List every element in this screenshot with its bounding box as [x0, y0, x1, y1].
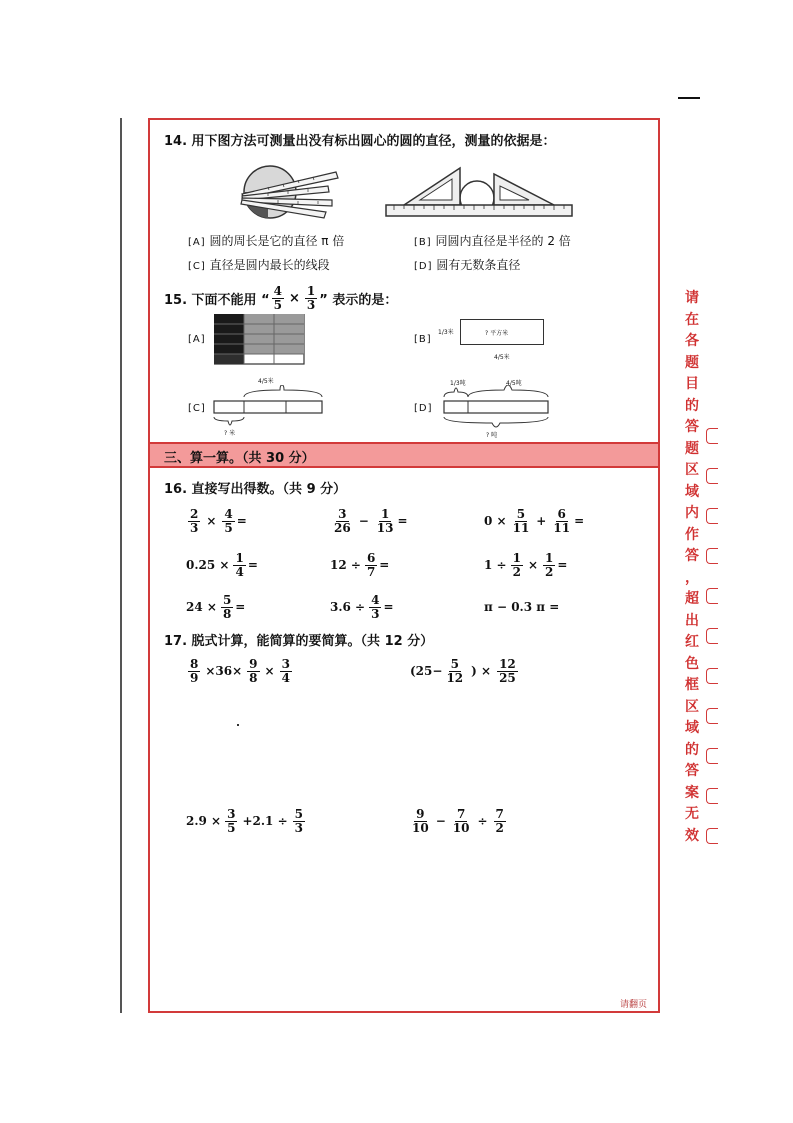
q16-2-op: − — [358, 514, 369, 529]
q16-5-b-num: 6 — [366, 551, 376, 565]
side-note-char: 各 — [685, 333, 699, 349]
q16-3-eq: = — [574, 514, 585, 529]
q15-option-b-side-label: 1/3米 — [438, 329, 454, 336]
q16-3-b-den: 11 — [553, 520, 571, 535]
q15-frac2 — [305, 285, 317, 311]
side-note-char: 超 — [685, 591, 699, 607]
q17-4-f2-num: 7 — [456, 807, 466, 821]
q15-option-d-key[interactable]: [D] — [414, 403, 433, 414]
q17-4-f2 — [451, 808, 472, 834]
side-answer-zone-note — [681, 288, 703, 847]
q16-3-b — [551, 508, 572, 534]
q14-option-d[interactable] — [414, 256, 520, 273]
q14-title: 14. 用下图方法可测量出没有标出圆心的圆的直径，测量的依据是： — [164, 134, 556, 149]
side-note-char: 域 — [685, 720, 699, 736]
q14-option-d-key: [D] — [414, 261, 433, 272]
q16-2-b — [375, 508, 396, 534]
q17-2-post: ) × — [471, 664, 492, 679]
q17-4-f1-num: 9 — [416, 807, 425, 821]
q17-3-pre: 2.9 × — [186, 814, 222, 829]
q16-6-b-num: 1 — [545, 551, 554, 565]
q16-item-8 — [330, 594, 394, 620]
q15-option-c-top-label: 4/5米 — [258, 378, 274, 385]
q17-2-pre: (25− — [410, 664, 443, 679]
q17-1-f3 — [280, 658, 292, 684]
q16-7-b-num: 5 — [222, 593, 232, 607]
q17-1-f1-num: 8 — [190, 657, 199, 671]
footer-turn-page: 请翻页 — [620, 1000, 648, 1010]
q16-2-b-den: 13 — [376, 520, 394, 535]
q16-1-a-den: 3 — [190, 520, 199, 535]
q16-4-b — [233, 552, 245, 578]
side-note-char: 请 — [685, 290, 699, 306]
q16-8-b-den: 3 — [371, 606, 380, 621]
edge-tab-mark — [706, 668, 718, 684]
edge-tab-mark — [706, 548, 718, 564]
q16-2-b-num: 1 — [380, 507, 390, 521]
q16-3-pre: 0 × — [484, 514, 507, 529]
q17-3-f2 — [293, 808, 305, 834]
top-corner-mark — [678, 97, 700, 99]
q14-option-b-text: 同圆内直径是半径的 2 倍 — [435, 234, 571, 248]
q14-option-c[interactable] — [188, 256, 330, 273]
q15-frac1-num: 4 — [273, 284, 282, 298]
q17-4-f3 — [494, 808, 506, 834]
q16-5-b-den: 7 — [366, 564, 376, 579]
q14-option-a-text: 圆的周长是它的直径 π 倍 — [209, 234, 345, 248]
side-note-char: 框 — [685, 677, 699, 693]
q15-option-c-bottom-label: ? 米 — [224, 430, 236, 437]
section-3-header — [150, 442, 658, 468]
q16-1-b-num: 4 — [224, 507, 233, 521]
q17-2-f1-den: 12 — [446, 670, 464, 685]
q14-option-c-text: 直径是圆内最长的线段 — [209, 258, 330, 272]
q16-4-b-den: 4 — [235, 564, 244, 579]
q17-1-mid: ×36× — [205, 664, 243, 679]
q15-option-a-grid — [214, 314, 306, 366]
side-note-char: 出 — [685, 612, 699, 629]
side-note-char: 红 — [685, 634, 699, 650]
side-note-char: 答 — [685, 763, 699, 779]
q16-3-op: + — [536, 514, 547, 529]
side-note-char: 区 — [685, 462, 699, 478]
q15-option-d-top-left-label: 1/3吨 — [450, 380, 466, 387]
q17-title: 17. 脱式计算，能简算的要简算。（共 12 分） — [164, 634, 434, 649]
q16-2-a-den: 26 — [334, 520, 351, 535]
q17-4-f3-num: 7 — [495, 807, 504, 821]
q16-1-b — [222, 508, 234, 534]
q17-expr-4 — [408, 808, 508, 834]
edge-tab-mark — [706, 468, 718, 484]
side-note-char: 目 — [685, 376, 699, 392]
q17-4-f3-den: 2 — [495, 820, 504, 835]
q16-6-a — [511, 552, 523, 578]
q16-item-4 — [186, 552, 258, 578]
q14-option-d-text: 圆有无数条直径 — [436, 258, 521, 272]
q16-3-a — [511, 508, 532, 534]
q16-2-eq: = — [397, 514, 408, 529]
q17-1-op: × — [264, 664, 275, 679]
q16-7-b — [221, 594, 233, 620]
q15-option-b-bottom-label: 4/5米 — [494, 354, 510, 361]
q16-4-eq: = — [247, 558, 258, 573]
side-note-char: ， — [685, 569, 699, 586]
q17-4-op2: ÷ — [477, 814, 488, 829]
q16-6-b-den: 2 — [545, 564, 554, 579]
q14-option-b-key: [B] — [414, 237, 432, 248]
q16-item-9: π − 0.3 π = — [484, 600, 560, 614]
q15-option-d-segment — [440, 385, 552, 435]
q17-expr-3 — [186, 808, 307, 834]
q15-option-b-key[interactable]: [B] — [414, 334, 432, 345]
q15-suffix: ” 表示的是： — [319, 292, 398, 308]
q16-1-op: × — [206, 514, 217, 529]
side-note-char: 效 — [685, 827, 699, 844]
edge-tab-mark — [706, 828, 718, 844]
q15-option-c-key[interactable]: [C] — [188, 403, 206, 414]
q15-frac2-den: 3 — [306, 297, 316, 312]
q17-3-f1-den: 5 — [227, 820, 236, 835]
q14-option-a-key: [A] — [188, 237, 206, 248]
q15-frac1-den: 5 — [273, 297, 282, 312]
q16-2-a-num: 3 — [338, 507, 347, 521]
q17-3-f2-den: 3 — [294, 820, 303, 835]
q17-3-mid: +2.1 ÷ — [242, 814, 288, 829]
q16-item-7 — [186, 594, 245, 620]
q17-1-f3-den: 4 — [281, 670, 290, 685]
section-3-title: 三、算一算。（共 30 分） — [164, 451, 315, 466]
q16-1-b-den: 5 — [224, 520, 233, 535]
side-note-char: 答 — [685, 548, 699, 564]
edge-tab-mark — [706, 748, 718, 764]
edge-tab-mark — [706, 588, 718, 604]
q16-4-b-num: 1 — [235, 551, 244, 565]
q16-1-eq: = — [236, 514, 247, 529]
q17-3-f2-num: 5 — [294, 807, 303, 821]
q15-option-a-key[interactable]: [A] — [188, 334, 206, 345]
side-note-char: 作 — [685, 526, 699, 543]
q16-6-b — [543, 552, 555, 578]
edge-tab-mark — [706, 428, 718, 444]
q14-option-b[interactable] — [414, 232, 571, 249]
q17-1-f1 — [188, 658, 200, 684]
q17-2-f2-den: 25 — [499, 670, 516, 685]
q16-item-6 — [484, 552, 567, 578]
side-note-char: 答 — [685, 419, 699, 435]
q17-1-f3-num: 3 — [281, 657, 290, 671]
q15-frac1 — [272, 285, 284, 311]
side-note-char: 题 — [685, 440, 699, 457]
q16-6-op: × — [527, 558, 539, 573]
q16-item-5 — [330, 552, 389, 578]
edge-tab-marks — [706, 428, 718, 858]
side-note-char: 区 — [685, 698, 699, 715]
side-note-char: 题 — [685, 354, 699, 371]
q16-7-eq: = — [235, 600, 246, 615]
q17-3-f1 — [225, 808, 237, 834]
side-note-char: 色 — [685, 655, 699, 672]
edge-tab-mark — [706, 788, 718, 804]
q15-option-d-top-right-label: 4/5吨 — [506, 380, 522, 387]
q17-2-f1 — [444, 658, 465, 684]
q16-item-3 — [484, 508, 584, 534]
q17-2-f2 — [497, 658, 518, 684]
circle-measure-figure — [228, 158, 348, 222]
q15-option-b-center-label: ? 平方米 — [485, 330, 509, 337]
q16-6-a-den: 2 — [512, 564, 521, 579]
q17-4-f2-den: 10 — [452, 820, 470, 835]
q15-option-c-segment — [210, 385, 326, 431]
q17-1-f2-den: 8 — [249, 670, 258, 685]
q16-1-a — [188, 508, 200, 534]
q16-8-b — [369, 594, 381, 620]
side-note-char: 域 — [685, 483, 699, 500]
q16-3-b-num: 6 — [557, 507, 566, 521]
edge-tab-mark — [706, 628, 718, 644]
q16-3-a-num: 5 — [516, 507, 526, 521]
q15-prefix: 15. 下面不能用 “ — [164, 292, 270, 308]
q16-6-a-num: 1 — [512, 551, 521, 565]
triangle-rulers-figure — [384, 160, 574, 220]
q15-option-d-bottom-label: ? 吨 — [486, 432, 498, 439]
q16-1-a-num: 2 — [190, 507, 199, 521]
q15-option-b-rect — [460, 319, 544, 345]
edge-tab-mark — [706, 708, 718, 724]
q16-3-a-den: 11 — [512, 520, 530, 535]
q17-4-f1-den: 10 — [412, 820, 429, 835]
q16-5-eq: = — [379, 558, 390, 573]
q14-option-a[interactable] — [188, 232, 344, 249]
q16-6-pre: 1 ÷ — [484, 558, 507, 573]
q16-8-pre: 3.6 ÷ — [330, 600, 366, 615]
side-note-char: 的 — [685, 741, 699, 758]
side-note-char: 无 — [685, 806, 699, 822]
q15-title — [164, 285, 397, 311]
q16-item-1 — [186, 508, 247, 534]
q16-7-b-den: 8 — [222, 606, 232, 621]
q16-7-pre: 24 × — [186, 600, 217, 615]
side-note-char: 案 — [685, 784, 699, 801]
q16-8-eq: = — [383, 600, 394, 615]
q16-5-b — [365, 552, 377, 578]
q16-8-b-num: 4 — [371, 593, 380, 607]
edge-tab-mark — [706, 508, 718, 524]
q17-2-f1-num: 5 — [450, 657, 459, 671]
q17-1-f2-num: 9 — [249, 657, 258, 671]
q16-item-2 — [330, 508, 408, 534]
side-note-char: 在 — [685, 311, 699, 328]
side-note-char: 内 — [685, 505, 699, 521]
q16-2-a — [332, 508, 353, 534]
side-note-char: 的 — [685, 397, 699, 414]
q17-expr-1 — [186, 658, 294, 684]
q17-3-f1-num: 3 — [227, 807, 236, 821]
q15-times: × — [289, 290, 300, 306]
q17-4-op1: − — [435, 814, 446, 829]
q17-1-f2 — [247, 658, 259, 684]
stray-dot — [237, 724, 239, 726]
q16-title: 16. 直接写出得数。（共 9 分） — [164, 482, 347, 497]
q15-frac2-num: 1 — [306, 284, 316, 298]
q17-2-f2-num: 12 — [499, 657, 516, 671]
q17-1-f1-den: 9 — [190, 670, 199, 685]
q14-option-c-key: [C] — [188, 261, 206, 272]
q16-6-eq: = — [557, 558, 568, 573]
binding-line — [120, 118, 122, 1013]
q17-expr-2 — [410, 658, 520, 684]
q16-5-pre: 12 ÷ — [330, 558, 361, 573]
q17-4-f1 — [410, 808, 431, 834]
q16-4-pre: 0.25 × — [186, 558, 230, 573]
